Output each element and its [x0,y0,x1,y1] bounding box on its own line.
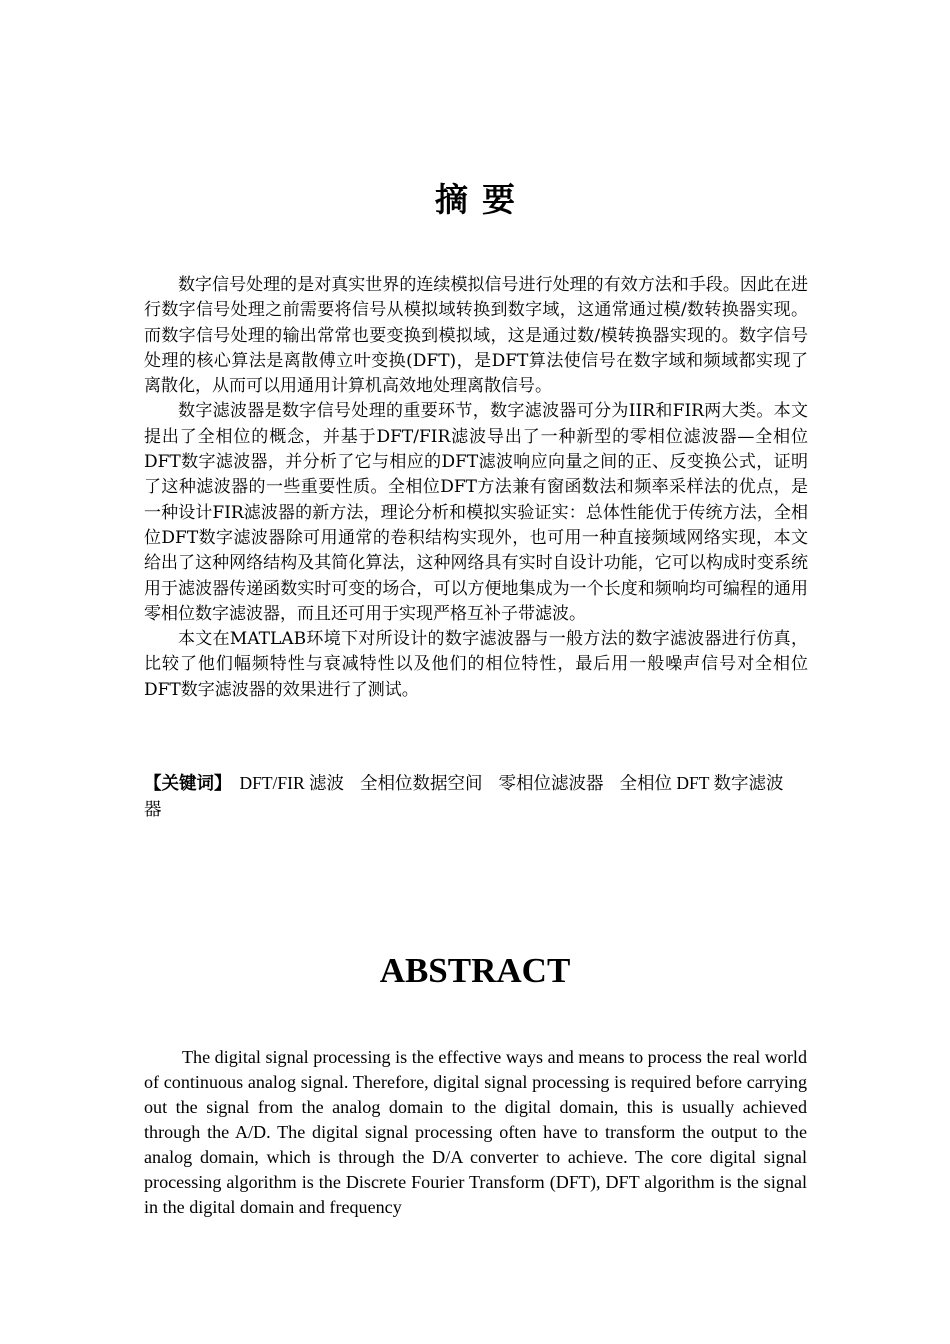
abstract-cn-paragraph-2: 数字滤波器是数字信号处理的重要环节，数字滤波器可分为IIR和FIR两大类。本文提出了全相位的概念，并基于DFT/FIR滤波导出了一种新型的零相位滤波器—全相位DFT数字滤波器，并分析了它与相应的DFT滤波响应向量之间的正、反变换公式，证明了这种滤波器的一些重要性质。全相位DFT方法兼有窗函数法和频率采样法的优点，是一种设计FIR滤波器的新方法，理论分析和模拟实验证实：总体性能优于传统方法，全相位DFT数字滤波器除可用通常的卷积结构实现外，也可用一种直接频域网络实现，本文给出了这种网络结构及其简化算法，这种网络具有实时自设计功能，它可以构成时变系统用于滤波器传递函数实时可变的场合，可以方便地集成为一个长度和频响均可编程的通用零相位数字滤波器，而且还可用于实现严格互补子带滤波。 [144,401,808,624]
keyword-item: 全相位 DFT 数字滤波器 [144,773,784,819]
keyword-item: 全相位数据空间 [360,773,483,793]
keyword-item: DFT/FIR 滤波 [239,773,345,793]
abstract-en-paragraph: The digital signal processing is the effective ways and means to process the real world of continuous analog signal. Therefore, digital signal processing is required before carrying out the signal from the analog domain to the digital domain, this is usually achieved through the A/D. The digital signal processing often have to transform the output to the analog domain, which is through the D/A converter to achieve. The core digital signal processing algorithm is the Discrete Fourier Transform (DFT), DFT algorithm is the signal in the digital domain and frequency [144,1047,807,1217]
abstract-en-body [144,1045,807,1225]
abstract-cn-paragraph-3: 本文在MATLAB环境下对所设计的数字滤波器与一般方法的数字滤波器进行仿真，比较了他们幅频特性与衰减特性以及他们的相位特性，最后用一般噪声信号对全相位DFT数字滤波器的效果进行了测试。 [144,629,808,700]
abstract-cn-paragraph-1: 数字信号处理的是对真实世界的连续模拟信号进行处理的有效方法和手段。因此在进行数字信号处理之前需要将信号从模拟域转换到数字域，这通常通过模/数转换器实现。而数字信号处理的输出常常也要变换到模拟域，这是通过数/模转换器实现的。数字信号处理的核心算法是离散傅立叶变换(DFT)，是DFT算法使信号在数字域和频域都实现了离散化，从而可以用通用计算机高效地处理离散信号。 [144,275,808,397]
keywords-label: 【关键词】 [144,773,232,793]
keywords-line [144,771,808,822]
abstract-en-title: ABSTRACT [379,951,571,990]
keyword-item: 零相位滤波器 [498,773,604,793]
abstract-cn-title: 摘要 [435,180,529,219]
abstract-cn-body [144,273,808,703]
